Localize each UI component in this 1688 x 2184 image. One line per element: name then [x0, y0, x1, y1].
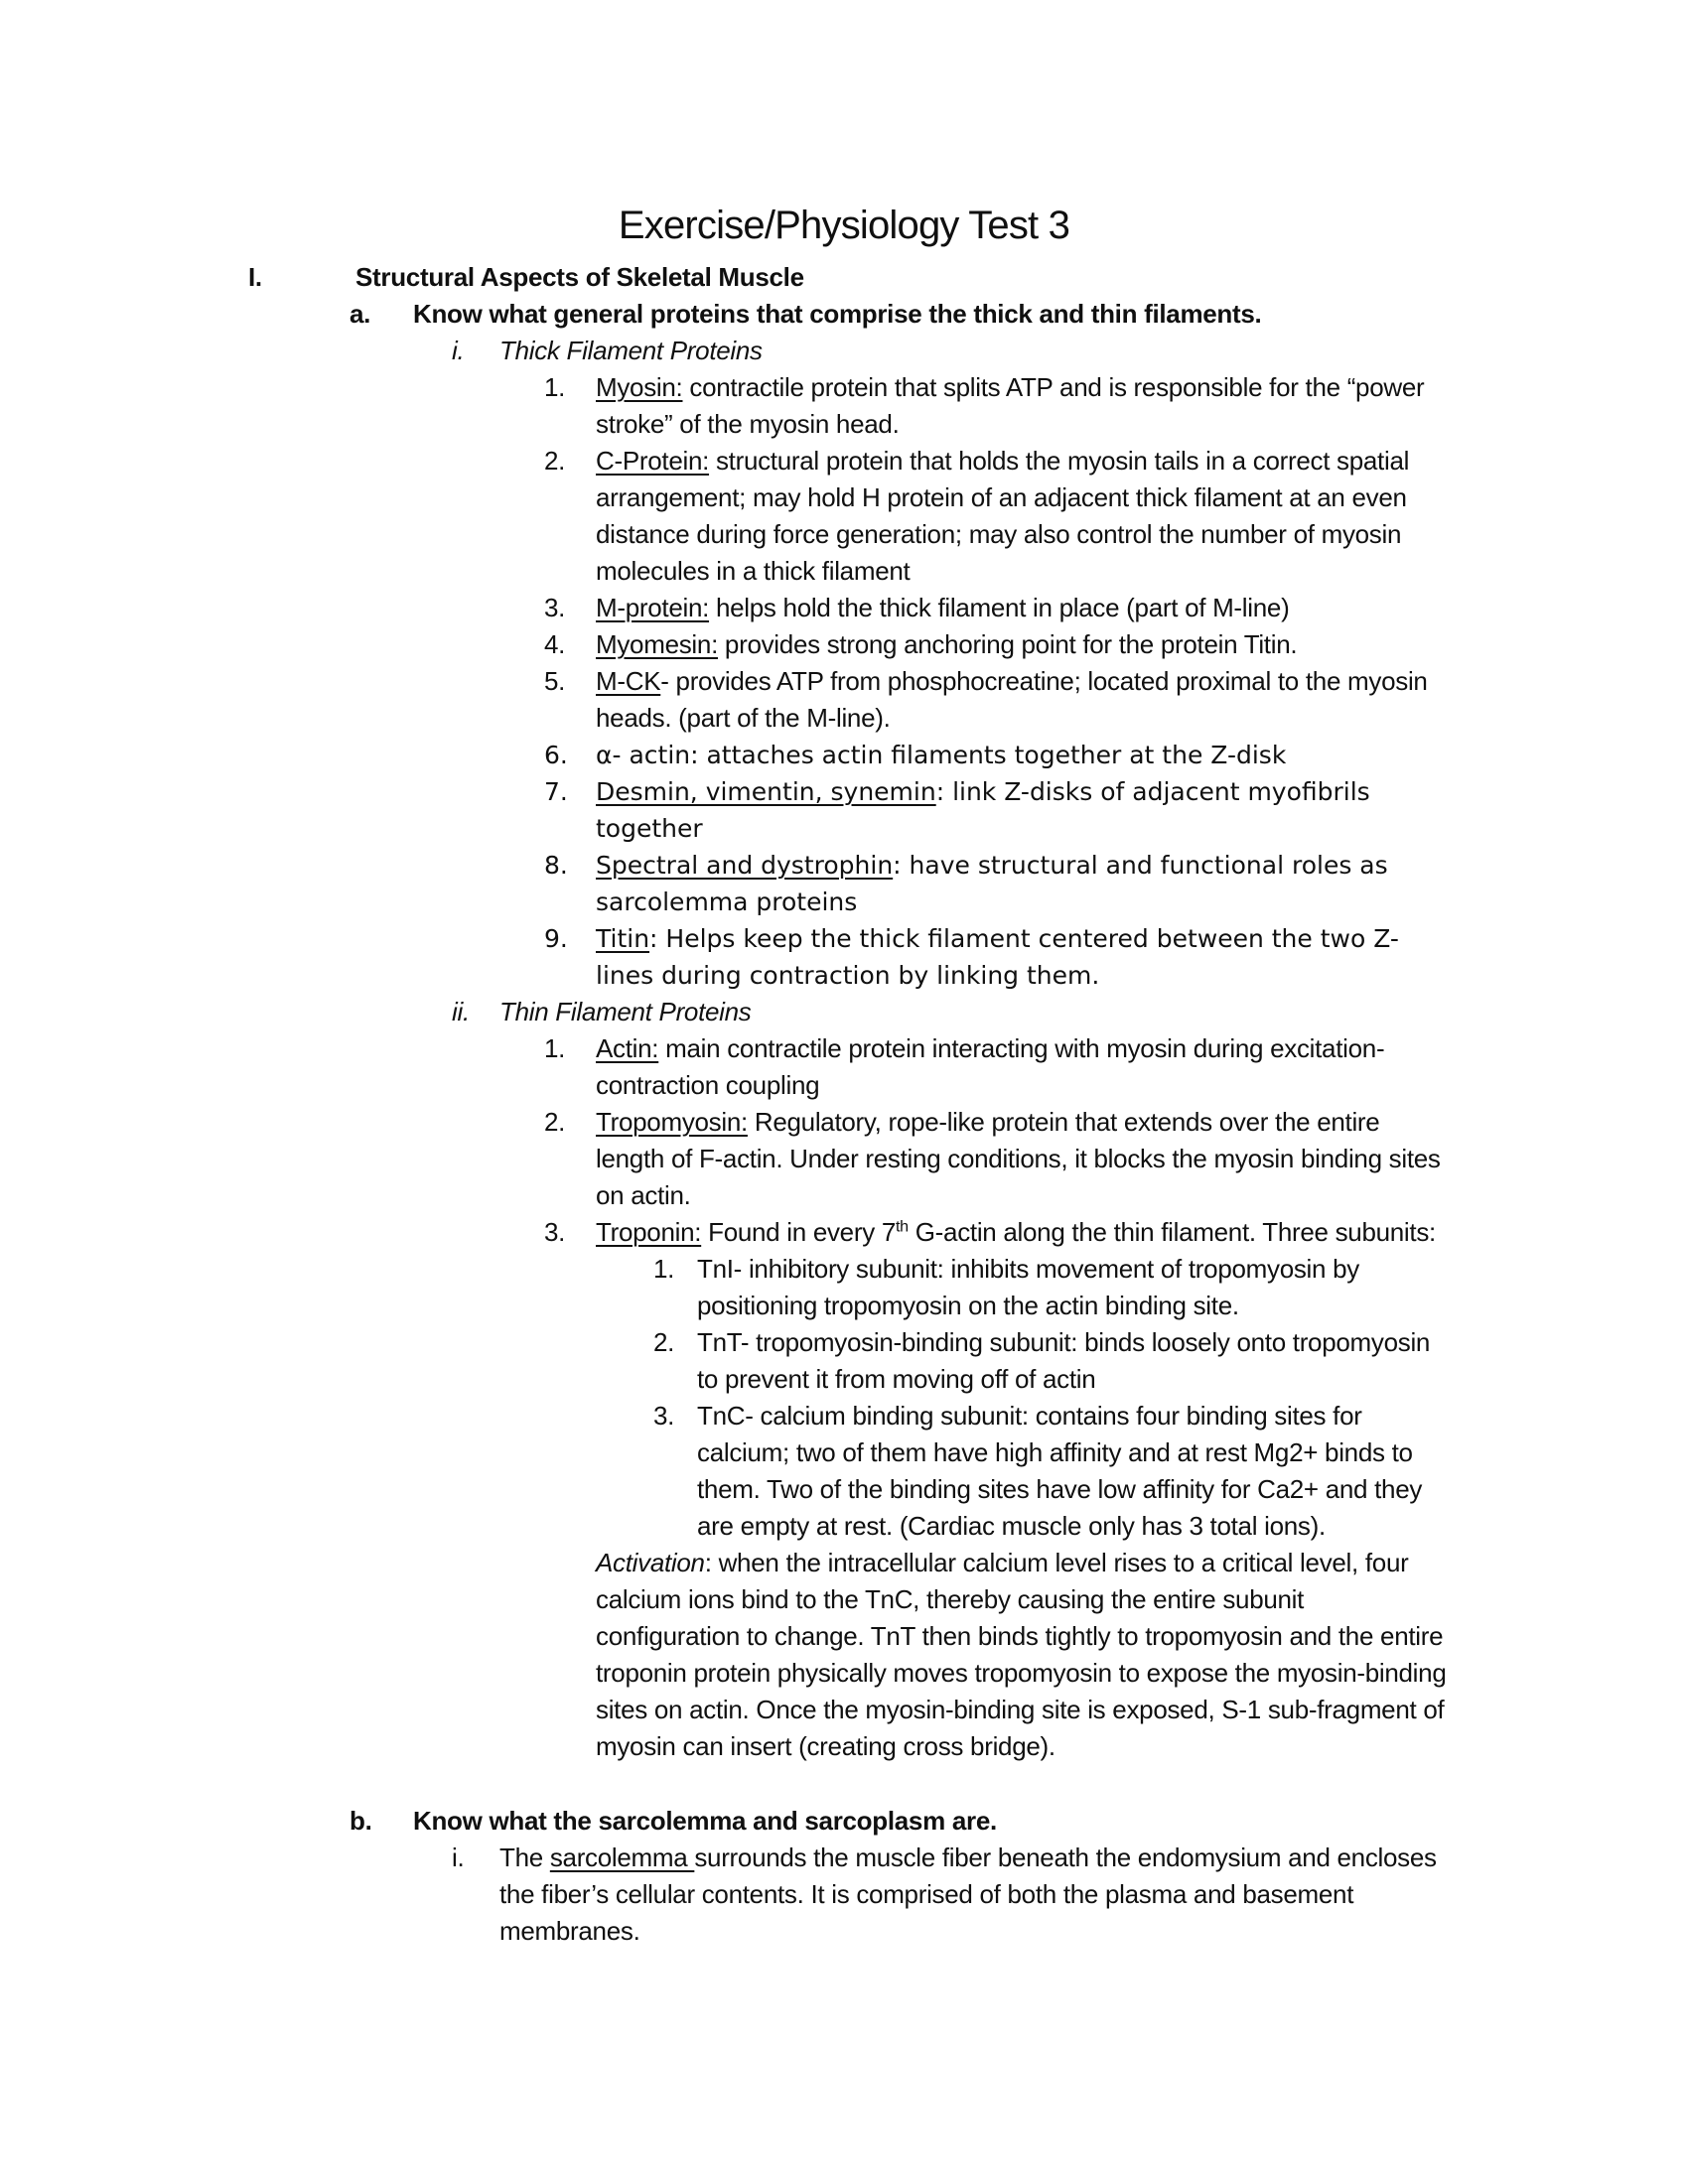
list-text — [596, 773, 1454, 847]
list-text — [596, 443, 1454, 590]
list-marker: 3. — [544, 593, 566, 622]
protein-description: main contractile protein interacting with myosin during excitation-contraction coupling — [596, 1033, 1385, 1100]
list-marker: 4. — [544, 629, 566, 659]
list-item — [544, 1030, 1688, 1104]
protein-description: α- actin: attaches actin filaments together at the Z-disk — [596, 741, 1287, 769]
list-marker: 1. — [653, 1254, 675, 1284]
page-title: Exercise/Physiology Test 3 — [618, 204, 1070, 247]
activation-term: Activation — [596, 1548, 705, 1577]
list-marker: 2. — [544, 446, 566, 476]
list-marker: 6. — [544, 741, 568, 769]
protein-description: contractile protein that splits ATP and is responsible for the “power stroke” of the myosin head. — [596, 372, 1425, 439]
protein-description: : Helps keep the thick filament centered between the two Z-lines during contraction by linking them. — [596, 924, 1399, 990]
list-marker: 7. — [544, 777, 568, 806]
protein-term: Troponin: — [596, 1217, 702, 1247]
list-item — [544, 590, 1688, 626]
list-text — [596, 626, 1454, 663]
protein-term: Myomesin: — [596, 629, 718, 659]
item-b-heading: Know what the sarcolemma and sarcoplasm are. — [413, 1806, 997, 1836]
list-text — [596, 663, 1454, 737]
subunit-text: TnT- tropomyosin-binding subunit: binds loosely onto tropomyosin to prevent it from moving off of actin — [697, 1327, 1431, 1394]
list-item — [544, 920, 1688, 994]
protein-description: provides strong anchoring point for the protein Titin. — [718, 629, 1298, 659]
item-a-heading: Know what general proteins that comprise the thick and thin filaments. — [413, 299, 1262, 329]
list-item — [653, 1251, 1688, 1324]
sarcolemma-item — [452, 1840, 1688, 1950]
list-item — [544, 847, 1688, 920]
list-item — [544, 663, 1688, 737]
thick-filament-title: Thick Filament Proteins — [499, 336, 763, 365]
protein-term: Tropomyosin: — [596, 1107, 748, 1137]
list-item — [653, 1324, 1688, 1398]
protein-term: Spectral and dystrophin — [596, 851, 894, 880]
section-heading: Structural Aspects of Skeletal Muscle — [355, 262, 804, 292]
outline-item-a — [350, 296, 1688, 333]
list-text — [596, 1030, 1454, 1104]
list-text — [596, 1214, 1454, 1251]
protein-description: Found in every 7 — [701, 1217, 896, 1247]
list-text — [596, 590, 1454, 626]
list-marker: 2. — [544, 1107, 566, 1137]
list-text — [596, 920, 1454, 994]
list-item — [544, 737, 1688, 773]
thin-filament-heading — [452, 994, 1688, 1030]
list-marker: 3. — [653, 1401, 675, 1431]
list-marker: 8. — [544, 851, 568, 880]
sarcolemma-term: sarcolemma — [549, 1843, 695, 1872]
list-item — [544, 773, 1688, 847]
list-item — [544, 1104, 1688, 1214]
list-item — [544, 369, 1688, 443]
protein-description: structural protein that holds the myosin tails in a correct spatial arrangement; may hold H protein of an adjacent thick filament at an even distance during force generation; may also control the number of myosin molecules in a thick filament — [596, 446, 1410, 586]
protein-description: - provides ATP from phosphocreatine; located proximal to the myosin heads. (part of the M-line). — [596, 666, 1428, 733]
outline-section-1 — [248, 259, 1688, 296]
list-marker: 2. — [653, 1327, 675, 1357]
protein-term: Titin — [596, 924, 650, 953]
lead-text: The — [499, 1843, 550, 1872]
list-text — [596, 737, 1454, 773]
thin-filament-title: Thin Filament Proteins — [499, 997, 752, 1026]
activation-text: : when the intracellular calcium level rises to a critical level, four calcium ions bind to the TnC, thereby causing the entire subunit configuration to change. TnT then binds tightly to tropomyosin and the entire troponin protein physically moves tropomyosin to expose the myosin-binding sites on actin. Once the myosin-binding site is exposed, S-1 sub-fragment of myosin can insert (creating cross bridge). — [596, 1548, 1447, 1761]
list-item — [544, 443, 1688, 590]
protein-description: : link Z-disks of adjacent myofibrils together — [596, 777, 1370, 843]
protein-description: Regulatory, rope-like protein that extends over the entire length of F-actin. Under resting conditions, it blocks the myosin binding sites on actin. — [596, 1107, 1441, 1210]
list-marker: i. — [452, 336, 465, 365]
list-marker: 1. — [544, 1033, 566, 1063]
list-marker: 1. — [544, 372, 566, 402]
list-text — [596, 369, 1454, 443]
ordinal-superscript: th — [895, 1217, 909, 1236]
list-marker: 3. — [544, 1217, 566, 1247]
list-marker: b. — [350, 1806, 372, 1836]
protein-term: Actin: — [596, 1033, 659, 1063]
list-marker: i. — [452, 1843, 465, 1872]
list-marker: I. — [248, 262, 262, 292]
protein-term: M-protein: — [596, 593, 710, 622]
protein-term: Desmin, vimentin, synemin — [596, 777, 936, 806]
subunit-text: TnC- calcium binding subunit: contains four binding sites for calcium; two of them have high affinity and at rest Mg2+ binds to them. Two of the binding sites have low affinity for Ca2+ and they are empty at rest. (Cardiac muscle only has 3 total ions). — [697, 1401, 1423, 1541]
protein-description: : have structural and functional roles as sarcolemma proteins — [596, 851, 1388, 916]
subunit-text: TnI- inhibitory subunit: inhibits movement of tropomyosin by positioning tropomyosin on the actin binding site. — [697, 1254, 1359, 1320]
outline-item-b — [350, 1803, 1688, 1840]
list-item — [544, 626, 1688, 663]
list-marker: a. — [350, 299, 371, 329]
list-marker: ii. — [452, 997, 470, 1026]
sarcolemma-text — [499, 1840, 1451, 1950]
protein-description: G-actin along the thin filament. Three subunits: — [908, 1217, 1436, 1247]
list-text — [596, 847, 1454, 920]
activation-paragraph — [596, 1545, 1454, 1765]
protein-term: M-CK — [596, 666, 661, 696]
protein-term: C-Protein: — [596, 446, 710, 476]
list-marker: 5. — [544, 666, 566, 696]
description-text: surrounds the muscle fiber beneath the endomysium and encloses the fiber’s cellular contents. It is comprised of both the plasma and basement membranes. — [499, 1843, 1437, 1946]
protein-term: Myosin: — [596, 372, 683, 402]
protein-description: helps hold the thick filament in place (part of M-line) — [709, 593, 1290, 622]
thick-filament-heading — [452, 333, 1688, 369]
list-item — [653, 1398, 1688, 1545]
list-item — [544, 1214, 1688, 1251]
list-marker: 9. — [544, 924, 568, 953]
list-text — [596, 1104, 1454, 1214]
